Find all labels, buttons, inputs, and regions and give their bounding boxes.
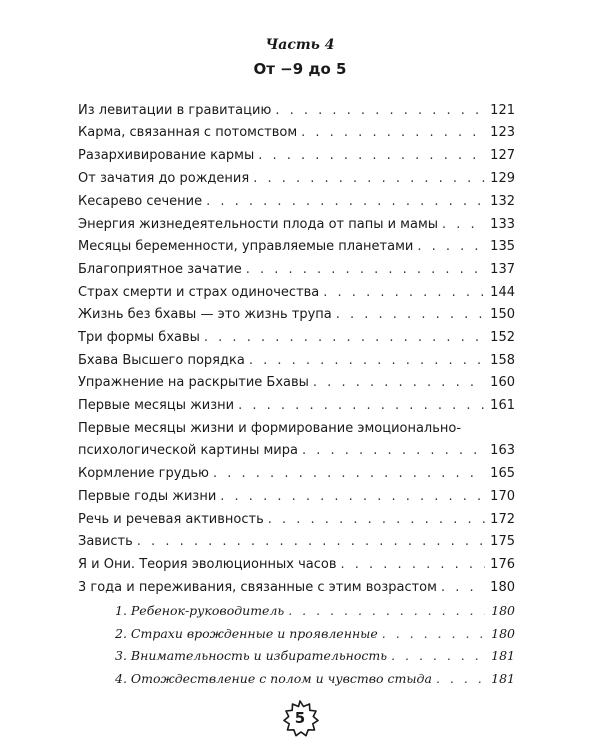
- toc-subentry-page: 181: [491, 648, 515, 663]
- toc-subentry-title: 1. Ребенок-руководитель: [115, 603, 285, 618]
- dot-leader: [206, 193, 485, 211]
- toc-entry: [78, 216, 515, 234]
- toc-subentry: [115, 602, 515, 620]
- toc-entry-title: 3 года и переживания, связанные с этим возрастом: [78, 580, 437, 595]
- toc-entry-title: Я и Они. Теория эволюционных часов: [78, 557, 337, 572]
- toc-entry: [78, 397, 515, 415]
- dot-leader: [253, 170, 485, 188]
- toc-entry-page: 129: [490, 171, 515, 186]
- toc-entry-page: 135: [490, 239, 515, 254]
- toc-entry-page: 158: [490, 353, 515, 368]
- dot-leader: [336, 306, 485, 324]
- toc-entry-page: 176: [490, 557, 515, 572]
- toc-entry: [78, 306, 515, 324]
- toc-subentry-title: 3. Внимательность и избирательность: [115, 648, 388, 663]
- toc-entry: [78, 147, 515, 165]
- toc-entry: [78, 420, 515, 460]
- toc-entry-title: Зависть: [78, 534, 133, 549]
- toc-entry-page: 152: [490, 330, 515, 345]
- toc-entry-title: Из левитации в гравитацию: [78, 103, 272, 118]
- toc-entry-page: 121: [490, 103, 515, 118]
- toc-entry-page: 137: [490, 262, 515, 277]
- dot-leader: [302, 442, 485, 460]
- toc-entry: [78, 488, 515, 506]
- dot-leader: [204, 329, 485, 347]
- toc-entry-title: Разархивирование кармы: [78, 148, 255, 163]
- toc-entry-page: 172: [490, 512, 515, 527]
- toc-entry-title: Упражнение на раскрытие Бхавы: [78, 375, 309, 390]
- toc-entry-title: Первые годы жизни: [78, 489, 217, 504]
- dot-leader: [341, 556, 486, 574]
- dot-leader: [313, 374, 485, 392]
- toc-entry-page: 165: [490, 466, 515, 481]
- toc-entry-title: Благоприятное зачатие: [78, 262, 242, 277]
- dot-leader: [258, 147, 485, 165]
- dot-leader: [246, 261, 485, 279]
- toc-entry-page: 161: [490, 398, 515, 413]
- toc-subentry: [115, 625, 515, 643]
- toc-entry-page: 175: [490, 534, 515, 549]
- toc-entry: [78, 374, 515, 392]
- toc-entry-page: 127: [490, 148, 515, 163]
- dot-leader: [301, 124, 485, 142]
- toc-entry: [78, 170, 515, 188]
- toc-subentry-page: 180: [491, 603, 515, 618]
- dot-leader: [382, 625, 485, 643]
- toc-subentry: [115, 670, 515, 688]
- toc-entry-title: Месяцы беременности, управляемые планетами: [78, 239, 414, 254]
- toc-entry: [78, 329, 515, 347]
- toc-entry-page: 170: [490, 489, 515, 504]
- toc-entry: [78, 284, 515, 302]
- dot-leader: [137, 533, 485, 551]
- toc-entry-title-line1: Первые месяцы жизни и формирование эмоционально-: [78, 421, 462, 436]
- toc-entry-title: От зачатия до рождения: [78, 171, 250, 186]
- toc-entry-title: Речь и речевая активность: [78, 512, 264, 527]
- dot-leader: [249, 352, 485, 370]
- toc-entry: [78, 465, 515, 483]
- toc-entry-page: 163: [490, 443, 515, 458]
- dot-leader: [442, 216, 485, 234]
- dot-leader: [213, 465, 485, 483]
- toc-subentry-title: 2. Страхи врожденные и проявленные: [115, 626, 378, 641]
- toc-subentry-page: 180: [491, 626, 515, 641]
- toc-entry: [78, 533, 515, 551]
- dot-leader: [275, 102, 485, 120]
- toc-entry: [78, 511, 515, 529]
- toc-entry-page: 180: [490, 580, 515, 595]
- dot-leader: [436, 670, 485, 688]
- dot-leader: [288, 602, 485, 620]
- toc-entry-page: 133: [490, 217, 515, 232]
- toc-entry: [78, 261, 515, 279]
- toc-entry-page: 132: [490, 194, 515, 209]
- part-title: От −9 до 5: [253, 60, 347, 78]
- toc-entry-title: Страх смерти и страх одиночества: [78, 285, 320, 300]
- toc-entry-page: 144: [490, 285, 515, 300]
- toc-subentry-page: 181: [491, 671, 515, 686]
- toc-entry: [78, 102, 515, 120]
- toc-entry: [78, 124, 515, 142]
- toc-entry: [78, 579, 515, 597]
- toc-entry-page: 123: [490, 125, 515, 140]
- dot-leader: [238, 397, 485, 415]
- toc-entry-title: Энергия жизнедеятельности плода от папы и мамы: [78, 217, 439, 232]
- dot-leader: [220, 488, 485, 506]
- page-number: 5: [294, 709, 306, 727]
- dot-leader: [391, 647, 485, 665]
- toc-entry: [78, 193, 515, 211]
- toc-entry-title: Жизнь без бхавы — это жизнь трупа: [78, 307, 332, 322]
- dot-leader: [417, 238, 485, 256]
- toc-entry-title: Кесарево сечение: [78, 194, 203, 209]
- toc-entry-title: Три формы бхавы: [78, 330, 200, 345]
- part-label: Часть 4: [265, 37, 335, 53]
- dot-leader: [441, 579, 485, 597]
- toc-subentry-title: 4. Отождествление с полом и чувство стыда: [115, 671, 432, 686]
- toc-entry-page: 160: [490, 375, 515, 390]
- toc-entry-title: Первые месяцы жизни: [78, 398, 235, 413]
- toc-entry-title: Бхава Высшего порядка: [78, 353, 245, 368]
- toc-entry-page: 150: [490, 307, 515, 322]
- toc-entry: [78, 352, 515, 370]
- toc-entry-title: Кормление грудью: [78, 466, 209, 481]
- dot-leader: [268, 511, 485, 529]
- toc-entry-title: Карма, связанная с потомством: [78, 125, 298, 140]
- toc-entry-title: психологической картины мира: [78, 443, 298, 458]
- toc-entry: [78, 556, 515, 574]
- toc-entry: [78, 238, 515, 256]
- dot-leader: [323, 284, 485, 302]
- toc-subentry: [115, 647, 515, 665]
